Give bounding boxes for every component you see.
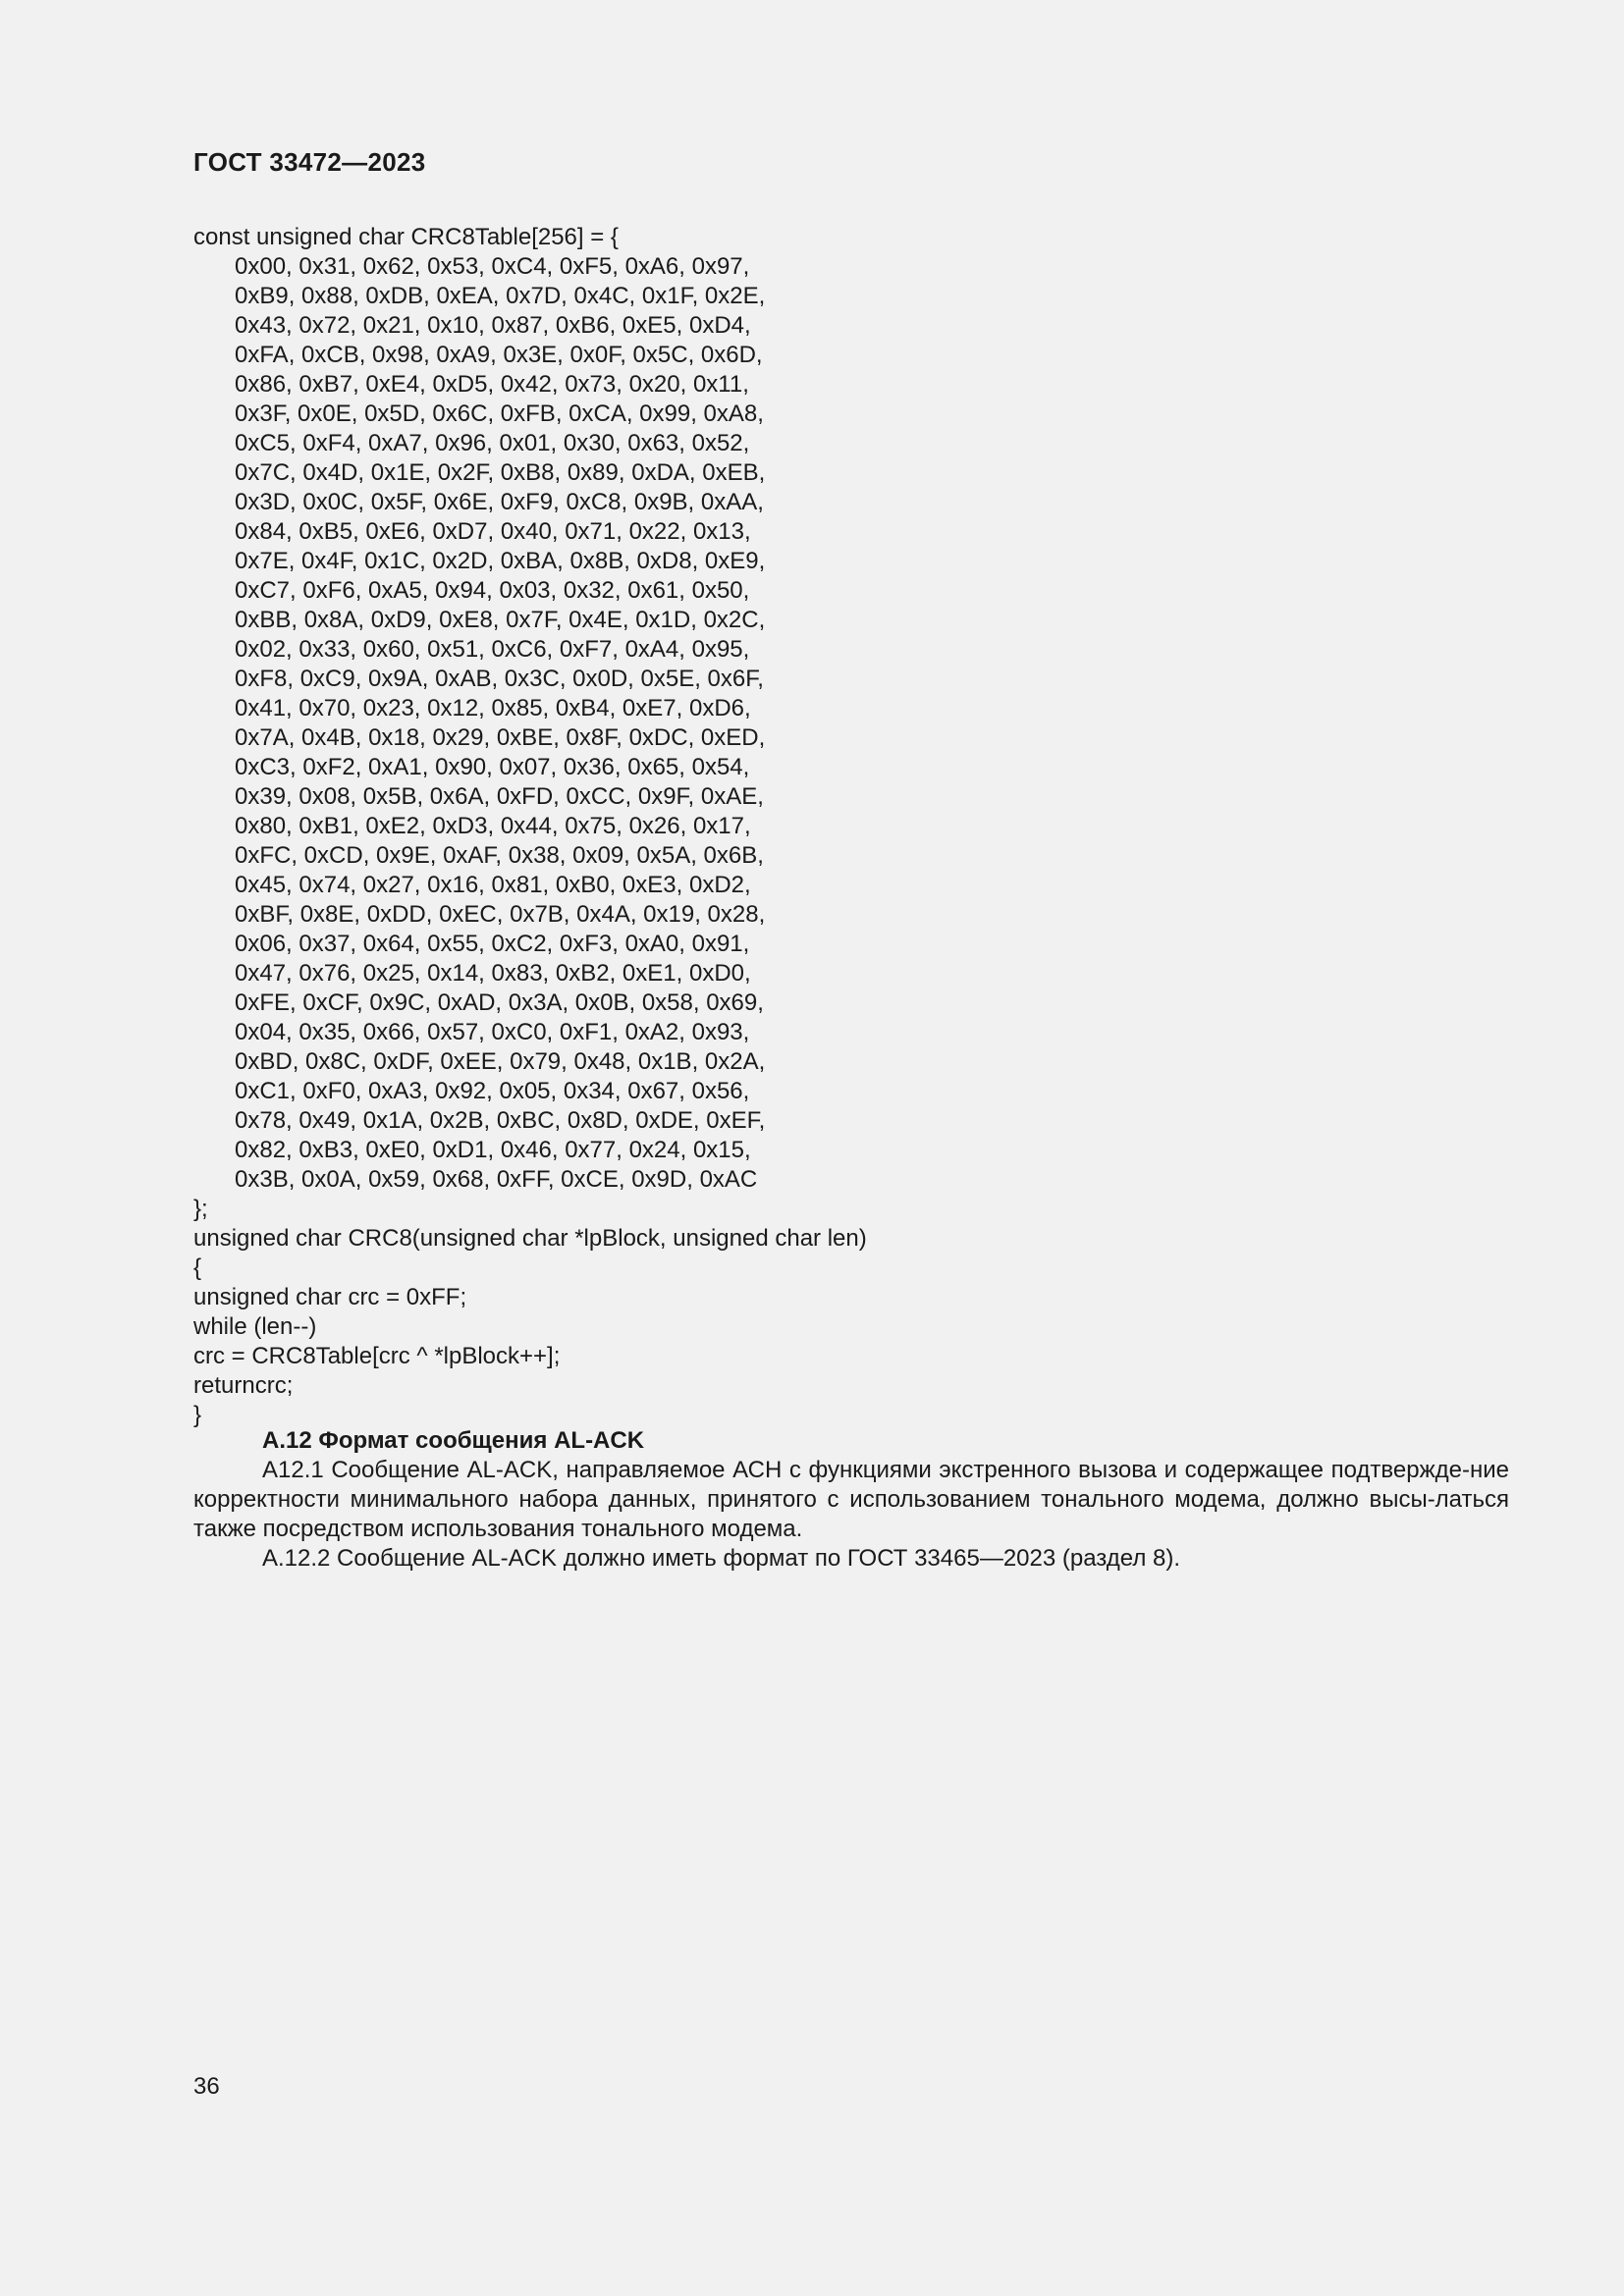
paragraph-a12-1: А12.1 Сообщение AL-ACK, направляемое АСН с функциями экстренного вызова и содержащее подтвержде-ние корректности минимального набора данных, принятого с использованием тонального модема, должно высы-латься также посредством использования тонального модема. [193,1457,1509,1542]
code-line-table-row: 0xF8, 0xC9, 0x9A, 0xAB, 0x3C, 0x0D, 0x5E, 0x6F, [235,666,764,692]
code-line-table-row: 0x82, 0xB3, 0xE0, 0xD1, 0x46, 0x77, 0x24, 0x15, [235,1137,751,1163]
paragraph-a12-2: А.12.2 Сообщение AL-ACK должно иметь формат по ГОСТ 33465—2023 (раздел 8). [262,1545,1181,1572]
code-line-table-row: 0xC1, 0xF0, 0xA3, 0x92, 0x05, 0x34, 0x67, 0x56, [235,1078,750,1104]
code-line-table-row: 0x47, 0x76, 0x25, 0x14, 0x83, 0xB2, 0xE1, 0xD0, [235,960,751,987]
code-line-function: crc = CRC8Table[crc ^ *lpBlock++]; [193,1343,561,1369]
code-line-table-row: 0xFA, 0xCB, 0x98, 0xA9, 0x3E, 0x0F, 0x5C, 0x6D, [235,342,763,368]
crc8-function-body [193,1224,1529,1430]
code-line-table-row: 0x86, 0xB7, 0xE4, 0xD5, 0x42, 0x73, 0x20, 0x11, [235,371,749,398]
code-line-table-row: 0x78, 0x49, 0x1A, 0x2B, 0xBC, 0x8D, 0xDE, 0xEF, [235,1107,766,1134]
code-line-table-declaration: const unsigned char CRC8Table[256] = { [193,224,619,250]
code-line-function: while (len--) [193,1313,317,1340]
code-line-function: unsigned char CRC8(unsigned char *lpBlock, unsigned char len) [193,1225,867,1252]
code-line-table-row: 0xC7, 0xF6, 0xA5, 0x94, 0x03, 0x32, 0x61, 0x50, [235,577,750,604]
code-line-table-row: 0x3F, 0x0E, 0x5D, 0x6C, 0xFB, 0xCA, 0x99, 0xA8, [235,400,764,427]
code-line-table-row: 0x45, 0x74, 0x27, 0x16, 0x81, 0xB0, 0xE3, 0xD2, [235,872,751,898]
crc8-code-listing [193,223,1529,1430]
crc8-table-values [193,252,1529,1195]
code-line-table-row: 0xFC, 0xCD, 0x9E, 0xAF, 0x38, 0x09, 0x5A, 0x6B, [235,842,764,869]
code-line-table-row: 0x80, 0xB1, 0xE2, 0xD3, 0x44, 0x75, 0x26, 0x17, [235,813,751,839]
code-line-table-row: 0x06, 0x37, 0x64, 0x55, 0xC2, 0xF3, 0xA0, 0x91, [235,931,750,957]
section-a12 [193,1426,1509,1574]
code-line-table-row: 0x84, 0xB5, 0xE6, 0xD7, 0x40, 0x71, 0x22, 0x13, [235,518,751,545]
section-heading: А.12 Формат сообщения AL-ACK [262,1427,645,1454]
code-line-table-row: 0xB9, 0x88, 0xDB, 0xEA, 0x7D, 0x4C, 0x1F, 0x2E, [235,283,766,309]
code-line-table-row: 0x7E, 0x4F, 0x1C, 0x2D, 0xBA, 0x8B, 0xD8, 0xE9, [235,548,766,574]
page-header: ГОСТ 33472—2023 [193,147,426,177]
code-line-table-row: 0x41, 0x70, 0x23, 0x12, 0x85, 0xB4, 0xE7, 0xD6, [235,695,751,721]
code-line-table-row: 0xC5, 0xF4, 0xA7, 0x96, 0x01, 0x30, 0x63, 0x52, [235,430,750,456]
code-line-table-row: 0xFE, 0xCF, 0x9C, 0xAD, 0x3A, 0x0B, 0x58, 0x69, [235,989,764,1016]
code-line-function: } [193,1402,202,1428]
code-line-table-row: 0xBF, 0x8E, 0xDD, 0xEC, 0x7B, 0x4A, 0x19, 0x28, [235,901,766,928]
code-line-table-row: 0xC3, 0xF2, 0xA1, 0x90, 0x07, 0x36, 0x65, 0x54, [235,754,750,780]
code-line-table-row: 0x39, 0x08, 0x5B, 0x6A, 0xFD, 0xCC, 0x9F, 0xAE, [235,783,764,810]
code-line-table-row: 0x04, 0x35, 0x66, 0x57, 0xC0, 0xF1, 0xA2, 0x93, [235,1019,750,1045]
code-line-table-row: 0xBB, 0x8A, 0xD9, 0xE8, 0x7F, 0x4E, 0x1D, 0x2C, [235,607,766,633]
page-number: 36 [193,2073,220,2100]
code-line-table-row: 0x3D, 0x0C, 0x5F, 0x6E, 0xF9, 0xC8, 0x9B, 0xAA, [235,489,764,515]
code-line-table-row: 0x3B, 0x0A, 0x59, 0x68, 0xFF, 0xCE, 0x9D, 0xAC [235,1166,758,1193]
code-line-table-row: 0xBD, 0x8C, 0xDF, 0xEE, 0x79, 0x48, 0x1B, 0x2A, [235,1048,766,1075]
code-line-table-row: 0x00, 0x31, 0x62, 0x53, 0xC4, 0xF5, 0xA6, 0x97, [235,253,750,280]
code-line-table-close: }; [193,1196,208,1222]
code-line-function: returncrc; [193,1372,294,1399]
code-line-table-row: 0x43, 0x72, 0x21, 0x10, 0x87, 0xB6, 0xE5, 0xD4, [235,312,751,339]
code-line-function: { [193,1255,202,1281]
code-line-table-row: 0x7A, 0x4B, 0x18, 0x29, 0xBE, 0x8F, 0xDC, 0xED, [235,724,766,751]
code-line-function: unsigned char crc = 0xFF; [193,1284,467,1310]
code-line-table-row: 0x02, 0x33, 0x60, 0x51, 0xC6, 0xF7, 0xA4, 0x95, [235,636,750,663]
code-line-table-row: 0x7C, 0x4D, 0x1E, 0x2F, 0xB8, 0x89, 0xDA, 0xEB, [235,459,766,486]
